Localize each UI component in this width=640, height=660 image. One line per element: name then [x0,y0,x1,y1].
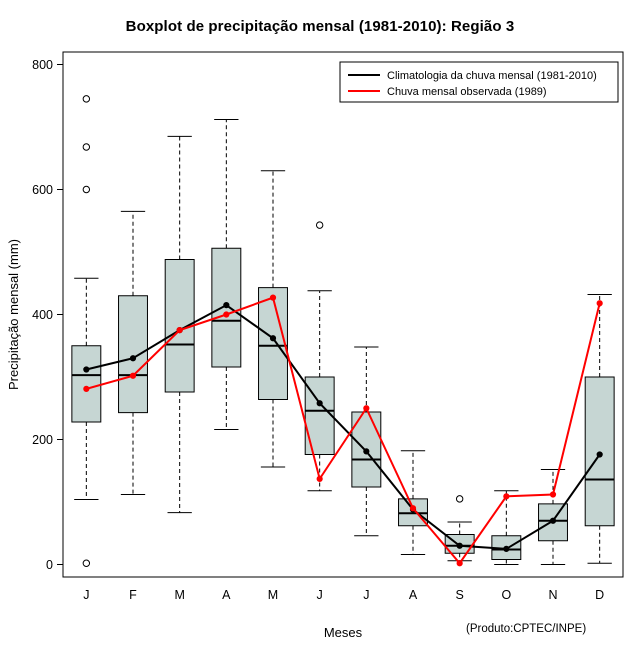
outlier-point [83,560,89,566]
y-tick-label: 600 [32,183,53,197]
series-point [457,543,462,548]
x-tick-label: M [174,588,185,602]
y-tick-label: 800 [32,58,53,72]
series-line-1 [86,305,599,549]
series-point [597,301,602,306]
series-point [364,406,369,411]
x-tick-label: A [408,588,418,602]
legend-label: Climatologia da chuva mensal (1981-2010) [387,70,597,82]
outlier-point [456,496,462,502]
series-point [410,506,415,511]
series-point [224,303,229,308]
series-point [177,328,182,333]
series-point [597,452,602,457]
outlier-point [83,186,89,192]
boxplot-box [585,295,614,564]
box-rect [585,377,614,526]
series-point [317,401,322,406]
outlier-point [83,144,89,150]
x-tick-label: O [501,588,512,602]
y-tick-label: 0 [46,558,53,572]
series-point [270,295,275,300]
series-point [84,386,89,391]
legend-label: Chuva mensal observada (1989) [387,86,547,98]
series-point [550,518,555,523]
x-tick-label: J [83,588,90,602]
series-point [550,492,555,497]
box-rect [259,288,288,400]
x-tick-label: N [548,588,558,602]
series-point [130,373,135,378]
series-point [130,356,135,361]
x-axis-label: Meses [323,625,363,640]
x-tick-label: D [595,588,605,602]
series-point [457,561,462,566]
series-point [364,449,369,454]
series-point [224,312,229,317]
chart-credit: (Produto:CPTEC/INPE) [466,623,587,635]
boxplot-box [212,120,241,430]
x-tick-label: M [267,588,279,602]
x-tick-label: J [363,588,370,602]
boxplot-box [539,470,568,565]
chart-title: Boxplot de precipitação mensal (1981-2010): Região 3 [125,18,515,35]
boxplot-box [399,451,428,555]
x-tick-label: J [316,588,323,602]
series-point [317,476,322,481]
series-line-2 [86,298,599,564]
series-point [270,336,275,341]
outlier-point [316,222,322,228]
outlier-point [83,96,89,102]
y-tick-label: 400 [32,308,53,322]
box-rect [72,346,101,422]
x-tick-label: F [129,588,137,602]
boxplot-box [259,171,288,467]
x-tick-label: S [455,588,464,602]
y-tick-label: 200 [32,433,53,447]
boxplot-box [305,222,334,491]
box-rect [119,296,148,413]
series-point [84,367,89,372]
boxplot-box [72,96,101,567]
series-point [504,494,509,499]
boxplot-box [492,491,521,565]
x-tick-label: A [222,588,231,602]
y-axis-label: Precipitação mensal (mm) [6,239,21,390]
series-point [504,546,509,551]
